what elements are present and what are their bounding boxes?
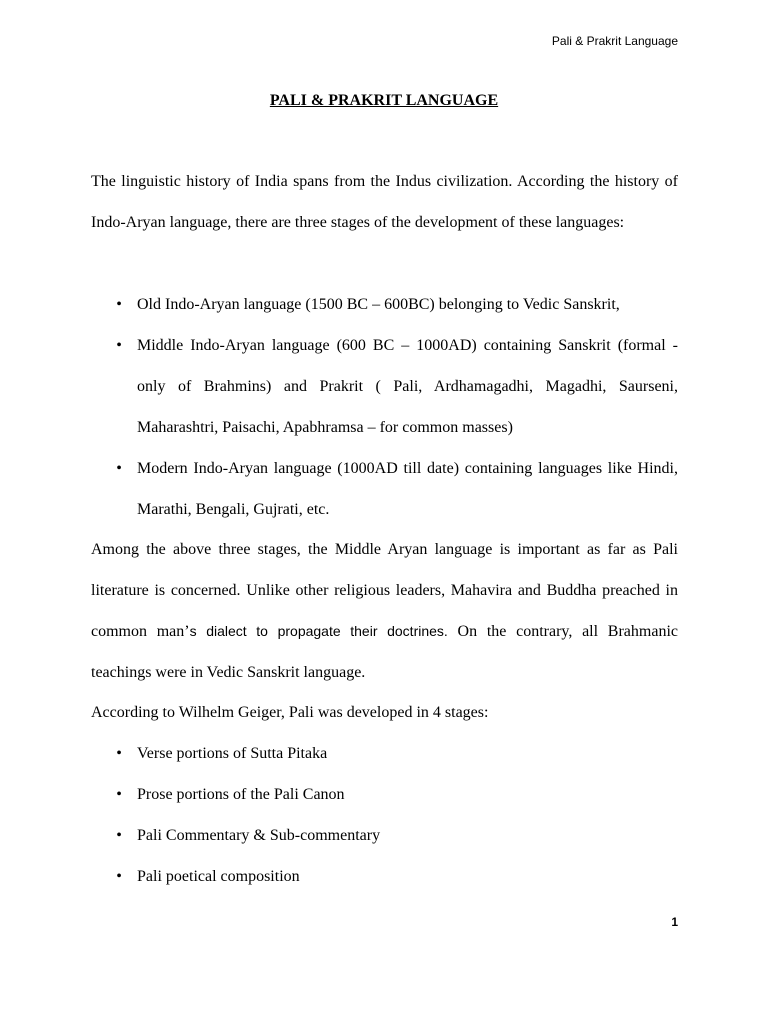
list-item [91,856,678,897]
paragraph-text-sans: s dialect to propagate their doctrines. [189,623,448,639]
list-item [91,774,678,815]
page-number: 1 [671,915,678,929]
intro-paragraph: The linguistic history of India spans from the Indus civilization. According the history of Indo-Aryan language, there are three stages of the development of these languages: [91,173,678,231]
geiger-paragraph: According to Wilhelm Geiger, Pali was developed in 4 stages: [91,704,489,721]
list-item [91,325,678,448]
bullet-icon: • [116,827,122,844]
bullet-icon: • [116,868,122,885]
bullet-icon: • [116,786,122,803]
list-item-text: Modern Indo-Aryan language (1000AD till date) containing languages like Hindi, Marathi, Bengali, Gujrati, etc. [137,460,678,518]
list-item [91,284,678,325]
list-item [91,448,678,530]
paragraph-text: Among the above three stages, the Middle Aryan language is important as far as Pali literature is concerned. Unlike other religious leaders, Mahavira and Buddha preached in common man’ [91,541,678,640]
language-stages-list [91,284,678,530]
list-item-text: Old Indo-Aryan language (1500 BC – 600BC) belonging to Vedic Sanskrit, [137,296,620,313]
geiger-stages-list [91,733,678,897]
bullet-icon: • [116,337,122,354]
middle-aryan-paragraph [91,529,678,693]
bullet-icon: • [116,460,122,477]
list-item-text: Verse portions of Sutta Pitaka [137,745,328,762]
list-item [91,815,678,856]
list-item-text: Middle Indo-Aryan language (600 BC – 1000AD) containing Sanskrit (formal - only of Brahmins) and Prakrit ( Pali, Ardhamagadhi, Magadhi, Saurseni, Maharashtri, Paisachi, Apabhramsa – for common masses) [137,337,678,436]
document-title: PALI & PRAKRIT LANGUAGE [269,92,499,109]
list-item-text: Pali poetical composition [137,868,300,885]
running-header: Pali & Prakrit Language [551,34,678,48]
list-item-text: Prose portions of the Pali Canon [137,786,345,803]
bullet-icon: • [116,296,122,313]
bullet-icon: • [116,745,122,762]
list-item [91,733,678,774]
paragraph-text: On the contrary, all Brahmanic teachings were in Vedic Sanskrit language. [91,623,678,681]
list-item-text: Pali Commentary & Sub-commentary [137,827,381,844]
